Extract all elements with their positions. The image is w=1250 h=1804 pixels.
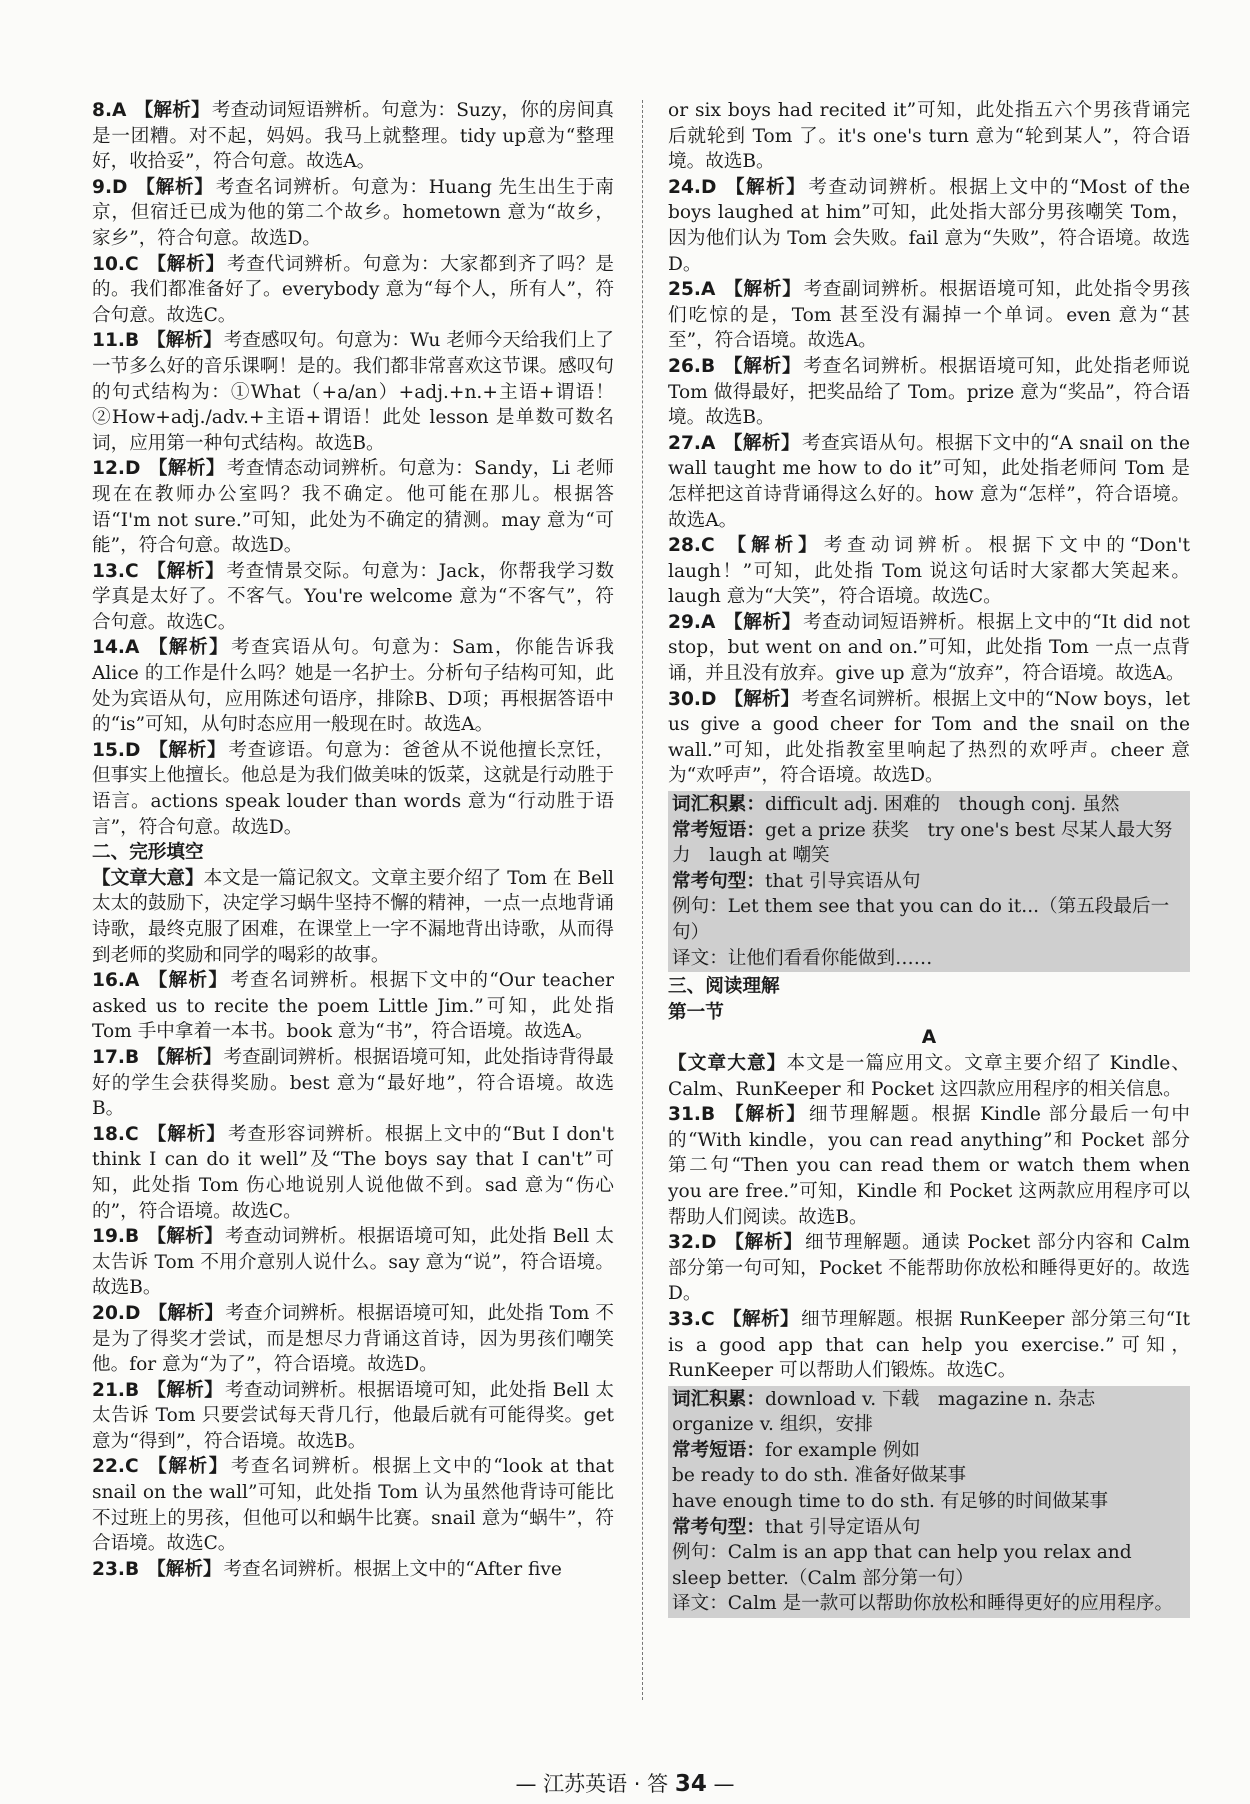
box-line-label: 词汇积累： [672,794,765,816]
analysis-text: 考查名词辨析。根据语境可知，此处指老师说 Tom 做得最好，把奖品给了 Tom。prize 意为“奖品”，符合语境。故选B。 [668,355,1190,429]
article-summary [92,866,614,968]
summary-label: 【文章大意】 [92,867,204,889]
analysis-text: 细节理解题。根据 RunKeeper 部分第三句“It is a good app that can help you exercise.”可知，RunKeeper 可以帮助人们锻炼。故选C。 [668,1308,1190,1382]
vocabulary-box [668,1386,1190,1618]
analysis-tag: 【解析】 [724,688,800,710]
box-line [672,818,1186,869]
box-line [672,869,1186,895]
analysis-text: 考查情景交际。句意为：Jack，你帮我学习数学真是太好了。不客气。You're welcome 意为“不客气”，符合句意。故选C。 [92,560,614,633]
analysis-tag: 【解析】 [147,330,222,352]
answer-item [668,610,1190,687]
analysis-tag: 【解析】 [723,432,801,454]
analysis-tag: 【解析】 [146,560,225,582]
answer-item [92,1378,614,1455]
box-line-text: be ready to do sth. 准备好做某事 [672,1465,967,1487]
analysis-text: 考查副词辨析。根据语境可知，此处指诗背得最好的学生会获得奖励。best 意为“最好地”，符合语境。故选B。 [92,1046,614,1120]
box-line-text: 例句：Let them see that you can do it...（第五段最后一句） [672,896,1170,943]
question-number: 9.D [92,176,128,198]
box-line-text: that 引导定语从句 [764,1516,921,1538]
answer-item [92,252,614,329]
analysis-text: 考查宾语从句。根据下文中的“A snail on the wall taught me how to do it”可知，此处指老师问 Tom 是怎样把这首诗背诵得这么好的。how 意为“怎样”，符合语境。故选A。 [668,432,1190,531]
box-line [672,1489,1186,1515]
analysis-text: 考查名词辨析。句意为：Huang 先生出生于南京，但宿迁已成为他的第二个故乡。hometown 意为“故乡，家乡”，符合句意。故选D。 [92,176,614,249]
question-number: 15.D [92,739,141,761]
question-number: 13.C [92,560,139,582]
question-number: 21.B [92,1379,140,1401]
vocabulary-box [668,791,1190,972]
question-number: 30.D [668,688,717,710]
answer-list [92,968,614,1582]
answer-item [92,738,614,840]
analysis-text: 细节理解题。通读 Pocket 部分内容和 Calm 部分第一句可知，Pocket 不能帮助你放松和睡得更好的。故选D。 [668,1232,1190,1305]
answer-item [668,354,1190,431]
analysis-tag: 【解析】 [148,1302,224,1324]
answer-item [92,1557,614,1583]
question-number: 12.D [92,458,141,480]
question-number: 20.D [92,1302,141,1324]
analysis-text: 考查形容词辨析。根据上文中的“But I don't think I can do it well”及“The boys say that I can't”可知，此处指 Tom 伤心地说别人说他做不到。sad 意为“伤心的”，符合语境。故选C。 [92,1123,614,1222]
analysis-text: 考查动词短语辨析。句意为：Suzy，你的房间真是一团糟。对不起，妈妈。我马上就整理。tidy up意为“整理好，收拾妥”，符合句意。故选A。 [92,100,614,173]
answer-item [92,456,614,558]
analysis-tag: 【解析】 [724,176,807,198]
box-line [672,1387,1186,1438]
summary-text: 本文是一篇应用文。文章主要介绍了 Kindle、Calm、RunKeeper 和 Pocket 这四款应用程序的相关信息。 [668,1052,1190,1100]
analysis-tag: 【解析】 [147,1558,222,1580]
analysis-tag: 【解析】 [147,970,229,992]
summary-text: 本文是一篇记叙文。文章主要介绍了 Tom 在 Bell 太太的鼓励下，决定学习蜗牛坚持不懈的精神，一点一点地背诵诗歌，最终克服了困难，在课堂上一字不漏地背出诗歌，从而得到老师的奖励和同学的喝彩的故事。 [92,867,614,966]
analysis-text: 考查动词辨析。根据下文中的“Don't laugh！”可知，此处指 Tom 说这句话时大家都大笑起来。laugh 意为“大笑”，符合语境。故选C。 [668,535,1190,608]
box-line-text: difficult adj. 困难的 though conj. 虽然 [764,794,1120,816]
analysis-tag: 【解析】 [147,1379,224,1401]
analysis-tag: 【解析】 [148,739,227,761]
analysis-tag: 【解析】 [134,100,210,121]
answer-list [668,175,1190,789]
box-line [672,1591,1186,1617]
article-summary [668,1051,1190,1102]
question-number: 19.B [92,1226,140,1248]
question-number: 33.C [668,1308,715,1330]
box-line [672,894,1186,945]
box-line-text: 译文：Calm 是一款可以帮助你放松和睡得更好的应用程序。 [672,1593,1174,1615]
analysis-tag: 【解析】 [148,458,225,480]
question-number: 25.A [668,279,716,301]
analysis-tag: 【解析】 [147,637,230,659]
question-number: 23.B [92,1558,140,1580]
box-line [672,946,1186,972]
question-number: 32.D [668,1232,717,1254]
answer-item [92,328,614,456]
analysis-tag: 【解析】 [722,1308,799,1330]
section-heading-cloze: 二、完形填空 [92,842,204,864]
subsection-heading: 第一节 [668,1001,724,1023]
answer-item [668,277,1190,354]
box-line-label: 词汇积累： [672,1388,765,1410]
analysis-text: 考查谚语。句意为：爸爸从不说他擅长烹饪，但事实上他擅长。他总是为我们做美味的饭菜，这就是行动胜于语言。actions speak louder than words 意为“行动胜于语言”，符合句意。故选D。 [92,739,614,838]
box-line-label: 常考句型： [672,870,765,892]
footer-prefix: — 江苏英语 · 答 [515,1772,675,1796]
analysis-tag: 【解析】 [147,1046,222,1068]
analysis-tag: 【解析】 [723,355,802,377]
question-number: 24.D [668,176,717,198]
question-number: 14.A [92,637,140,659]
analysis-text: 考查动词辨析。根据语境可知，此处指 Bell 太太告诉 Tom 不用介意别人说什么。say 意为“说”，符合语境。故选B。 [92,1226,614,1299]
box-line-text: 例句：Calm is an app that can help you relax and sleep better.（Calm 部分第一句） [672,1542,1132,1589]
analysis-tag: 【解析】 [146,1123,227,1145]
box-line-text: have enough time to do sth. 有足够的时间做某事 [672,1491,1109,1513]
answer-item [92,1454,614,1556]
answer-item [668,687,1190,789]
box-line [672,1515,1186,1541]
answer-item [92,968,614,1045]
box-line-label: 常考短语： [672,1439,765,1461]
analysis-tag: 【解析】 [135,176,214,198]
question-number: 10.C [92,253,139,275]
page-number: 34 [674,1771,707,1797]
box-line-label: 常考句型： [672,1516,765,1538]
box-line-text: download v. 下载 magazine n. 杂志 organize v. 组织，安排 [672,1388,1114,1436]
question-number: 22.C [92,1456,139,1478]
analysis-tag: 【解析】 [146,1456,229,1478]
answer-item [92,1045,614,1122]
analysis-text: 考查宾语从句。句意为：Sam，你能告诉我Alice 的工作是什么吗？她是一名护士。分析句子结构可知，此处为宾语从句，应用陈述句语序，排除B、D项；再根据答语中的“is”可知，从句时态应用一般现在时。故选A。 [92,637,614,736]
box-line [672,792,1186,818]
question-number: 16.A [92,970,140,992]
analysis-text: 细节理解题。根据 Kindle 部分最后一句中的“With kindle，you can read anything”和 Pocket 部分第二句“Then you can read them or watch them when you are free.”可知，Kindle 和 Pocket 这两款应用程序可以帮助人们阅读。故选B。 [668,1104,1190,1228]
passage-label: A [921,1027,937,1049]
answer-list [92,98,614,840]
analysis-tag: 【解析】 [723,279,802,301]
question-number: 11.B [92,330,140,352]
analysis-text: 考查动词短语辨析。根据上文中的“It did not stop，but went on and on.”可知，此处指 Tom 一点一点背诵，并且没有放弃。give up 意为“放弃”，符合语境。故选A。 [668,611,1190,685]
analysis-text: 考查名词辨析。根据下文中的“Our teacher asked us to recite the poem Little Jim.”可知，此处指 Tom 手中拿着一本书。book 意为“书”，符合语境。故选A。 [92,970,614,1043]
answer-item [92,1122,614,1224]
right-column [668,98,1190,1620]
answer-item [668,431,1190,533]
analysis-text: 考查情态动词辨析。句意为：Sandy，Li 老师现在在教师办公室吗？我不确定。他可能在那儿。根据答语“I'm not sure.”可知，此处为不确定的猜测。may 意为“可能”，符合句意。故选D。 [92,458,614,557]
analysis-tag: 【解析】 [722,535,822,557]
analysis-text: 考查代词辨析。句意为：大家都到齐了吗？是的。我们都准备好了。everybody 意为“每个人，所有人”，符合句意。故选C。 [92,253,614,326]
answer-item [668,1307,1190,1384]
answer-item [668,1230,1190,1307]
analysis-tag: 【解析】 [147,1226,224,1248]
answer-list [668,1102,1190,1384]
analysis-text: 考查动词辨析。根据上文中的“Most of the boys laughed at him”可知，此处指大部分男孩嘲笑 Tom，因为他们认为 Tom 会失败。fail 意为“失败”，符合语境。故选D。 [668,176,1190,275]
box-line [672,1540,1186,1591]
analysis-text: 考查名词辨析。根据上文中的“After five [223,1558,562,1580]
answer-item [92,98,614,175]
analysis-tag: 【解析】 [724,1232,803,1254]
question-number: 27.A [668,432,716,454]
analysis-tag: 【解析】 [146,253,225,275]
analysis-text: 考查感叹句。句意为：Wu 老师今天给我们上了一节多么好的音乐课啊！是的。我们都非常喜欢这节课。感叹句的句式结构为：①What（+a/an）+adj.+n.+主语+谓语！②How+adj./adv.+主语+谓语！此处 lesson 是单数可数名词，应用第一种句式结构。故选B。 [92,330,614,454]
box-line-label: 常考短语： [672,819,765,841]
answer-item [668,533,1190,610]
question-number: 8.A [92,100,127,121]
box-line-text: that 引导宾语从句 [764,870,921,892]
answer-item [92,175,614,252]
answer-item [92,1224,614,1301]
footer-suffix: — [706,1772,735,1796]
box-line [672,1463,1186,1489]
analysis-text: 考查名词辨析。根据上文中的“look at that snail on the wall”可知，此处指 Tom 认为虽然他背诗可能比不过班上的男孩，但他可以和蜗牛比赛。snail 意为“蜗牛”，符合语境。故选C。 [92,1456,614,1555]
answer-item [92,635,614,737]
answer-item [668,175,1190,277]
column-divider [642,100,643,1700]
analysis-tag: 【解析】 [723,1104,807,1126]
question-number: 26.B [668,355,716,377]
box-line-text: 译文：让他们看看你能做到…… [672,947,933,969]
section-heading-reading: 三、阅读理解 [668,976,780,998]
page-footer [0,1768,1250,1798]
question-number: 31.B [668,1104,716,1126]
analysis-text: 考查名词辨析。根据上文中的“Now boys，let us give a good cheer for Tom and the snail on the wall.”可知，此处指教室里响起了热烈的欢呼声。cheer 意为“欢呼声”，符合语境。故选D。 [668,688,1190,787]
box-line-text: get a prize 获奖 try one's best 尽某人最大努力 laugh at 嘲笑 [672,819,1173,867]
analysis-text: 考查介词辨析。根据语境可知，此处指 Tom 不是为了得奖才尝试，而是想尽力背诵这首诗，因为男孩们嘲笑他。for 意为“为了”，符合语境。故选D。 [92,1302,614,1376]
question-number: 17.B [92,1046,140,1068]
box-line [672,1438,1186,1464]
left-column [92,98,614,1582]
answer-item [92,559,614,636]
question-number: 28.C [668,535,715,557]
box-line-text: for example 例如 [764,1439,921,1461]
analysis-text: 考查动词辨析。根据语境可知，此处指 Bell 太太告诉 Tom 只要尝试每天背几行，他最后就有可能得奖。get 意为“得到”，符合语境。故选B。 [92,1379,614,1452]
question-number: 18.C [92,1123,139,1145]
question-number: 29.A [668,611,716,633]
answer-item [92,1301,614,1378]
analysis-text: 考查副词辨析。根据语境可知，此处指令男孩们吃惊的是，Tom 甚至没有漏掉一个单词。even 意为“甚至”，符合语境。故选A。 [668,279,1190,352]
answer-item [668,1102,1190,1230]
summary-label: 【文章大意】 [668,1052,787,1074]
analysis-tag: 【解析】 [723,611,802,633]
continued-text: or six boys had recited it”可知，此处指五六个男孩背诵完后就轮到 Tom 了。it's one's turn 意为“轮到某人”，符合语境。故选B。 [668,100,1190,173]
